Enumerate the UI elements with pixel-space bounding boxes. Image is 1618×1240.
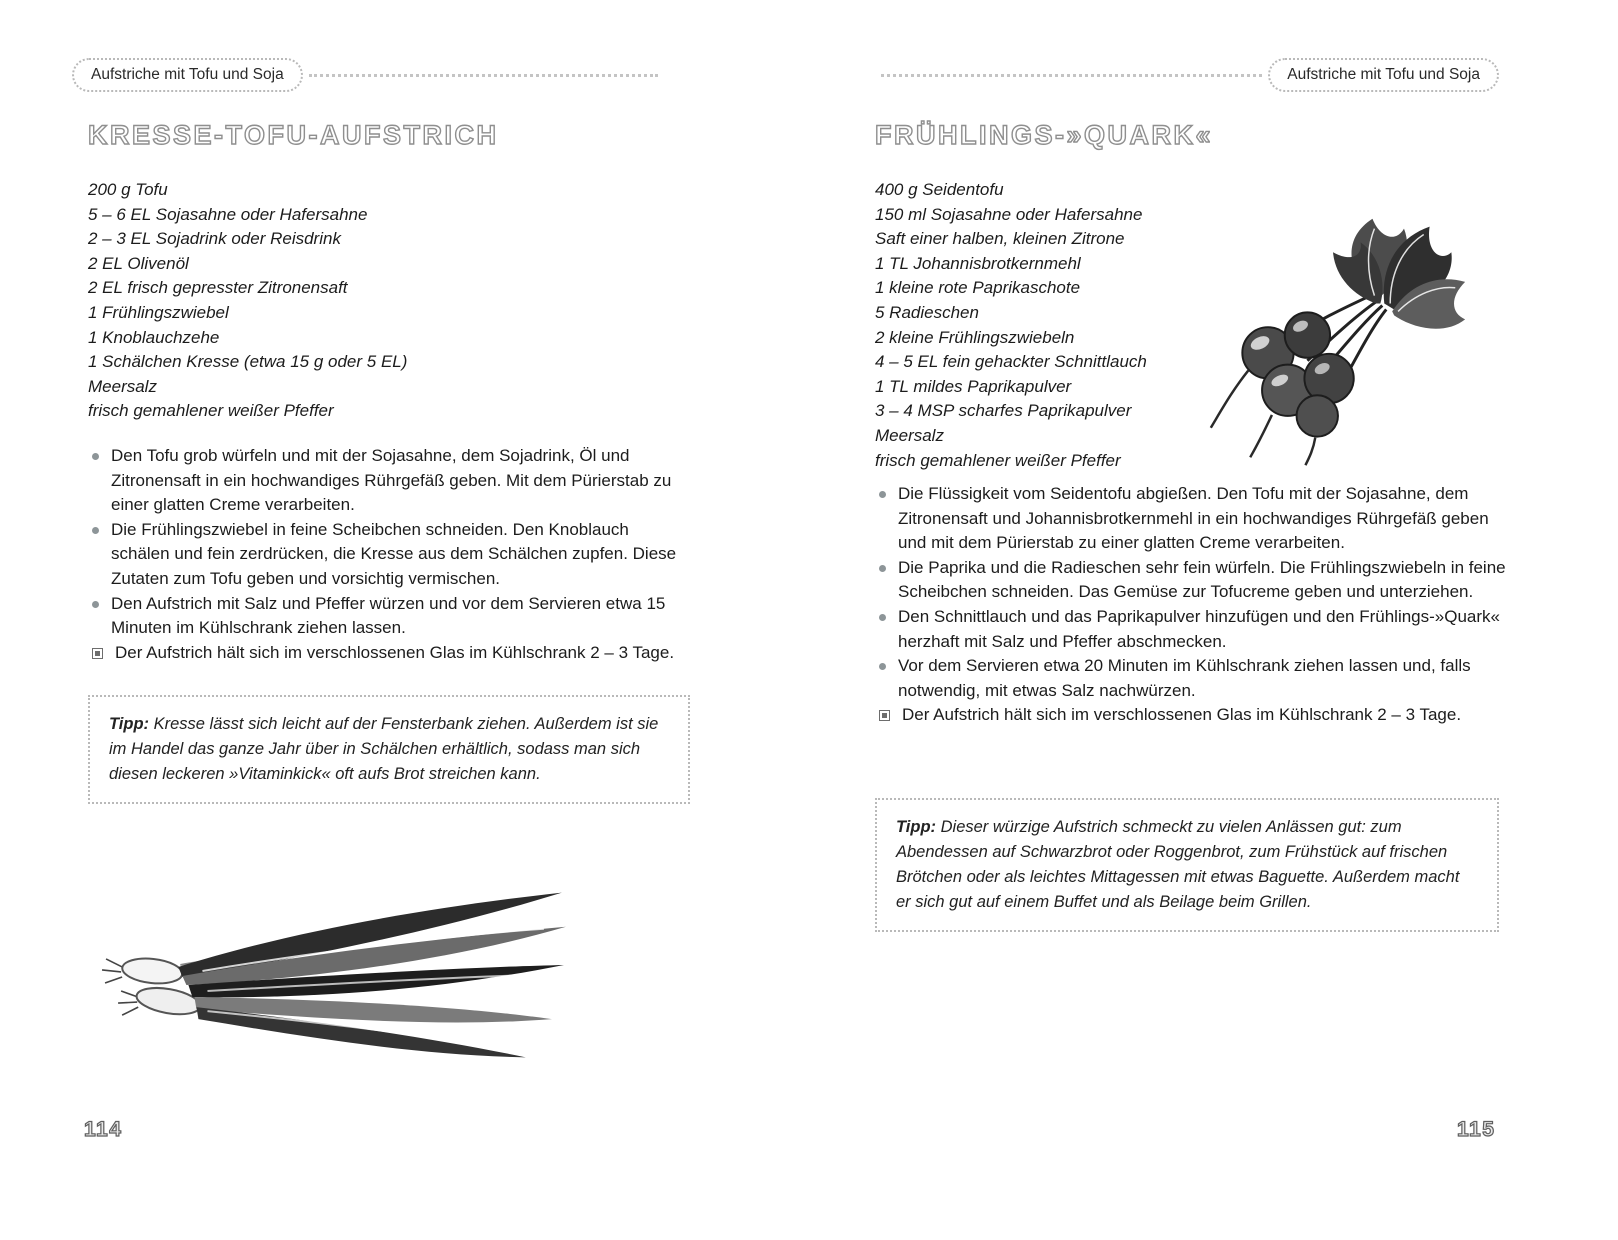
- ingredient-line: 2 EL frisch gepresster Zitronensaft: [88, 278, 348, 298]
- step-item: [88, 444, 690, 518]
- storage-note: [88, 641, 690, 666]
- storage-note: [875, 703, 1507, 728]
- round-bullet-icon: [879, 614, 886, 621]
- tip-box: [88, 695, 690, 804]
- page-header-right: [875, 58, 1499, 92]
- dotted-leader: [881, 74, 1262, 77]
- ingredient-line: 1 Frühlingszwiebel: [88, 302, 229, 322]
- section-badge: [72, 58, 303, 92]
- dotted-leader: [309, 74, 658, 77]
- step-text: Die Paprika und die Radieschen sehr fein würfeln. Die Frühlingszwiebeln in feine Scheibchen schneiden. Das Gemüse zur Tofucreme geben und unterziehen.: [898, 557, 1506, 602]
- ingredient-line: 5 Radieschen: [875, 302, 979, 322]
- step-item: [875, 654, 1507, 703]
- ingredient-line: 1 TL mildes Paprikapulver: [875, 376, 1072, 396]
- ingredient-line: Saft einer halben, kleinen Zitrone: [875, 229, 1125, 249]
- round-bullet-icon: [92, 527, 99, 534]
- step-text: Den Tofu grob würfeln und mit der Sojasahne, dem Sojadrink, Öl und Zitronensaft in ein hochwandiges Rührgefäß geben. Mit dem Pürierstab zu einer glatten Creme verarbeiten.: [111, 446, 672, 515]
- ingredient-line: Meersalz: [875, 425, 944, 445]
- tip-label: Tipp:: [896, 818, 937, 836]
- ingredient-line: 3 – 4 MSP scharfes Paprikapulver: [875, 401, 1132, 421]
- recipe-title: KRESSE-TOFU-AUFSTRICH: [88, 120, 499, 150]
- step-text: Den Aufstrich mit Salz und Pfeffer würzen und vor dem Servieren etwa 15 Minuten im Kühlschrank ziehen lassen.: [111, 593, 666, 638]
- ingredient-line: 2 kleine Frühlingszwiebeln: [875, 327, 1075, 347]
- ingredient-line: 1 Knoblauchzehe: [88, 327, 220, 347]
- ingredient-line: 1 TL Johannisbrotkernmehl: [875, 253, 1081, 273]
- square-bullet-icon: [879, 710, 890, 721]
- step-text: Den Schnittlauch und das Paprikapulver hinzufügen und den Frühlings-»Quark« herzhaft mit Salz und Pfeffer abschmecken.: [898, 606, 1500, 651]
- step-item: [875, 605, 1507, 654]
- ingredient-line: 5 – 6 EL Sojasahne oder Hafersahne: [88, 204, 368, 224]
- step-text: Vor dem Servieren etwa 20 Minuten im Kühlschrank ziehen lassen und, falls notwendig, mit etwas Salz nachwürzen.: [898, 656, 1471, 700]
- storage-text: Der Aufstrich hält sich im verschlossenen Glas im Kühlschrank 2 – 3 Tage.: [902, 705, 1462, 725]
- step-list: [88, 444, 690, 665]
- spring-onion-illustration: [92, 878, 574, 1080]
- step-item: [88, 518, 690, 592]
- page-number: 115: [1457, 1118, 1496, 1141]
- tip-text: Dieser würzige Aufstrich schmeckt zu vielen Anlässen gut: zum Abendessen auf Schwarzbrot oder Roggenbrot, zum Frühstück auf frischen Brötchen oder als leichtes Mittagessen mit etwas Baguette. Außerdem macht er sich gut auf einem Buffet und als Beilage beim Grillen.: [896, 818, 1460, 911]
- page-right: [809, 0, 1618, 1240]
- step-text: Die Flüssigkeit vom Seidentofu abgießen. Den Tofu mit der Sojasahne, dem Zitronensaft und Johannisbrotkernmehl in ein hochwandiges Rührgefäß geben und mit dem Pürierstab zu einer glatten Creme verarbeiten.: [898, 484, 1489, 553]
- section-badge-label: Aufstriche mit Tofu und Soja: [1287, 66, 1480, 83]
- ingredient-line: 200 g Tofu: [88, 180, 168, 199]
- ingredient-line: frisch gemahlener weißer Pfeffer: [88, 401, 334, 421]
- step-item: [875, 482, 1507, 556]
- step-item: [875, 556, 1507, 605]
- square-bullet-icon: [92, 648, 103, 659]
- recipe-title: FRÜHLINGS-»QUARK«: [875, 120, 1214, 150]
- page-header-left: [72, 58, 664, 92]
- ingredient-line: 4 – 5 EL fein gehackter Schnittlauch: [875, 352, 1147, 372]
- ingredient-list: [88, 178, 688, 424]
- round-bullet-icon: [92, 453, 99, 460]
- step-text: Die Frühlingszwiebel in feine Scheibchen schneiden. Den Knoblauch schälen und fein zerdrücken, die Kresse aus dem Schälchen zupfen. Diese Zutaten zum Tofu geben und vorsichtig vermischen.: [111, 519, 677, 588]
- ingredient-line: 2 – 3 EL Sojadrink oder Reisdrink: [88, 229, 341, 249]
- ingredient-line: 2 EL Olivenöl: [88, 253, 189, 273]
- ingredient-line: frisch gemahlener weißer Pfeffer: [875, 450, 1121, 470]
- storage-text: Der Aufstrich hält sich im verschlossenen Glas im Kühlschrank 2 – 3 Tage.: [115, 642, 675, 662]
- section-badge-label: Aufstriche mit Tofu und Soja: [91, 66, 284, 83]
- section-badge: [1268, 58, 1499, 92]
- page-number: 114: [84, 1118, 123, 1141]
- ingredient-list: [875, 178, 1197, 473]
- ingredient-line: 400 g Seidentofu: [875, 180, 1004, 199]
- step-list: [875, 482, 1507, 728]
- round-bullet-icon: [879, 491, 886, 498]
- round-bullet-icon: [879, 663, 886, 670]
- ingredient-line: 1 Schälchen Kresse (etwa 15 g oder 5 EL): [88, 352, 408, 372]
- radish-illustration: [1197, 212, 1473, 470]
- step-item: [88, 592, 690, 641]
- ingredient-line: 150 ml Sojasahne oder Hafersahne: [875, 204, 1143, 224]
- ingredient-line: 1 kleine rote Paprikaschote: [875, 278, 1081, 298]
- ingredient-line: Meersalz: [88, 376, 157, 396]
- tip-text: Kresse lässt sich leicht auf der Fensterbank ziehen. Außerdem ist sie im Handel das ganze Jahr über in Schälchen erhältlich, sodass man sich diesen leckeren »Vitaminkick« oft aufs Brot streichen kann.: [109, 715, 659, 783]
- round-bullet-icon: [879, 565, 886, 572]
- tip-label: Tipp:: [109, 715, 150, 733]
- tip-box: [875, 798, 1499, 932]
- round-bullet-icon: [92, 601, 99, 608]
